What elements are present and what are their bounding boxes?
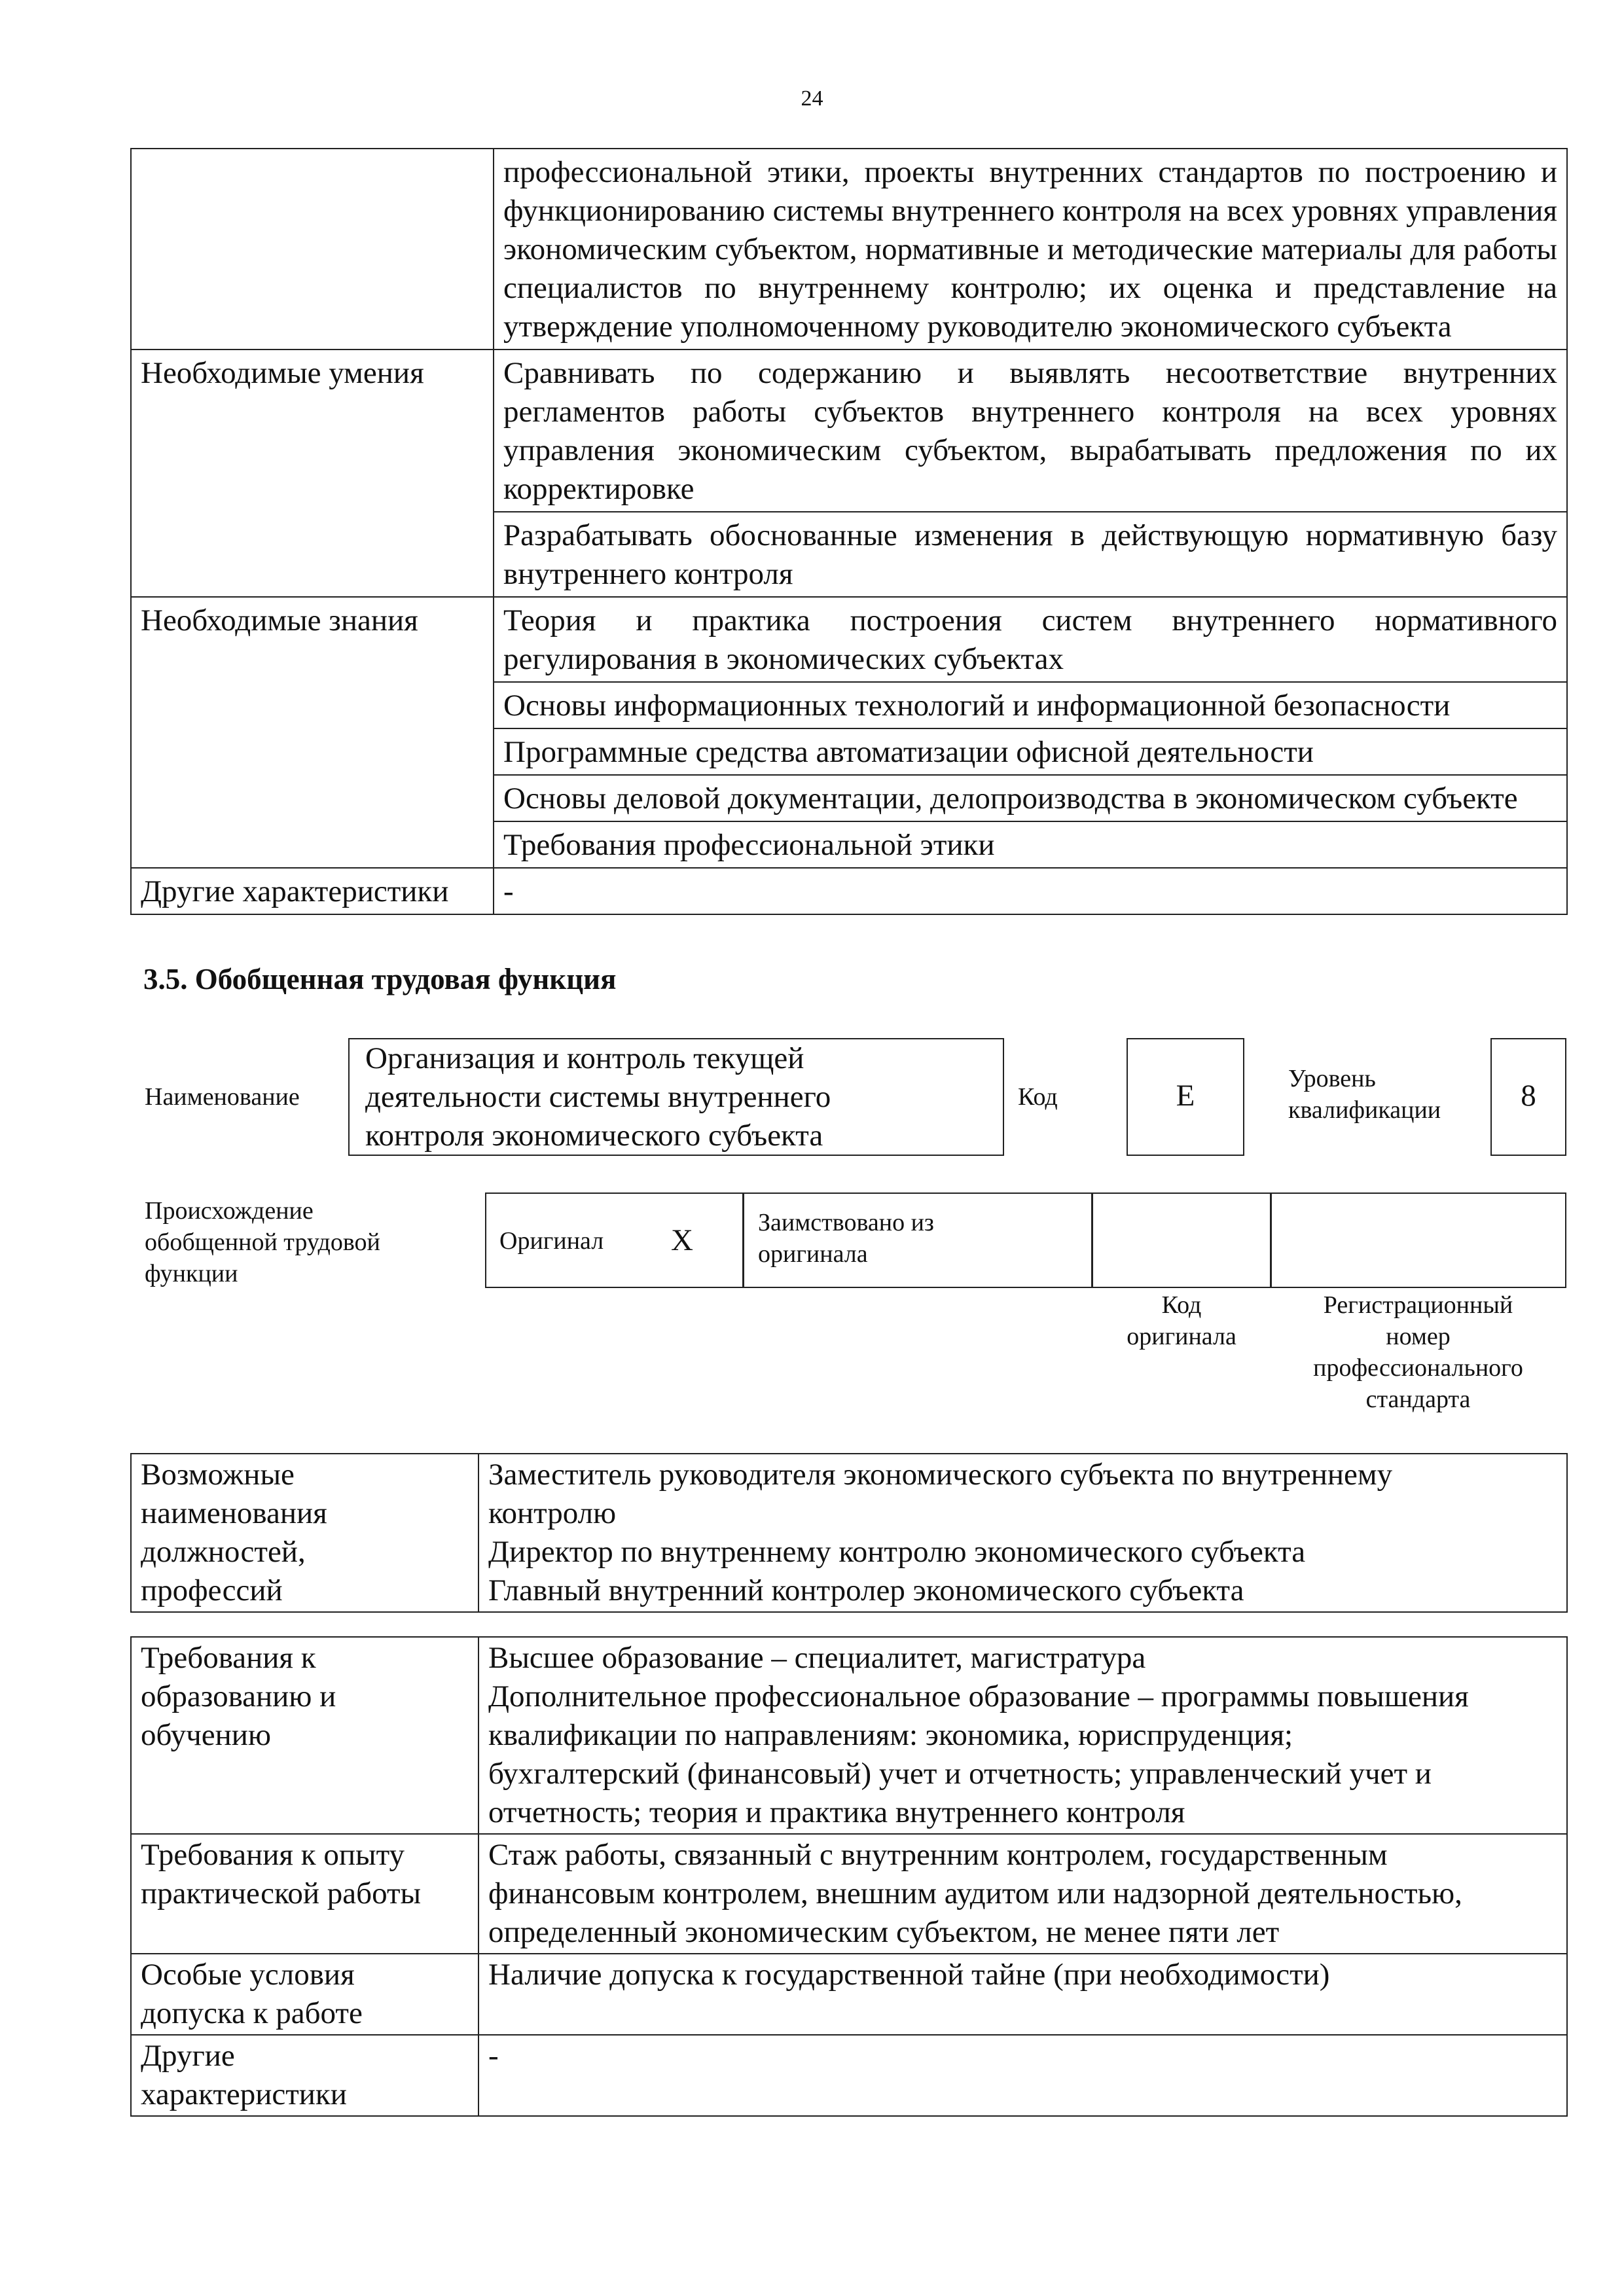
education-value	[478, 1637, 1567, 1834]
value-line: отчетность; теория и практика внутреннего контроля	[488, 1795, 1185, 1829]
caption-line: профессионального	[1313, 1354, 1523, 1382]
row-text: Разрабатывать обоснованные изменения в действующую нормативную базу внутреннего контроля	[494, 512, 1567, 597]
value-line: бухгалтерский (финансовый) учет и отчетность; управленческий учет и	[488, 1757, 1432, 1791]
row-label-other: Другие характеристики	[131, 868, 494, 914]
caption-line: Регистрационный	[1323, 1291, 1513, 1319]
label-line: обучению	[141, 1718, 272, 1752]
caption-line: оригинала	[1127, 1323, 1236, 1350]
value-line: Дополнительное профессиональное образование – программы повышения	[488, 1679, 1469, 1713]
original-cell	[485, 1193, 744, 1288]
row-label-knowledge: Необходимые знания	[131, 597, 494, 868]
section-heading: 3.5. Обобщенная трудовая функция	[143, 963, 617, 996]
caption-line: номер	[1386, 1323, 1451, 1350]
label-line: должностей,	[141, 1535, 306, 1569]
row-text: профессиональной этики, проекты внутренних стандартов по построению и функционированию системы внутреннего контроля на всех уровнях управления экономическим субъектом, нормативные и методические материалы для работы специалистов по внутреннему контролю; их оценка и представление на утверждение уполномоченному руководителю экономического субъекта	[494, 149, 1567, 350]
value-line: Высшее образование – специалитет, магистратура	[488, 1641, 1146, 1675]
positions-table	[130, 1453, 1568, 1613]
row-label-skills: Необходимые умения	[131, 350, 494, 597]
row-text: Основы деловой документации, делопроизводства в экономическом субъекте	[494, 775, 1567, 821]
level-label-line: Уровень	[1288, 1065, 1376, 1092]
origin-label-line: функции	[145, 1260, 238, 1287]
experience-label	[131, 1834, 478, 1954]
positions-label	[131, 1454, 478, 1612]
code-box	[1127, 1038, 1244, 1156]
function-name-line: контроля экономического субъекта	[365, 1119, 823, 1153]
function-name-line: Организация и контроль текущей	[365, 1041, 804, 1075]
table-row	[131, 2035, 1567, 2116]
table-row	[131, 149, 1567, 350]
borrowed-label-line: Заимствовано из	[758, 1209, 934, 1236]
label-line: образованию и	[141, 1679, 336, 1713]
registration-number-cell	[1270, 1193, 1566, 1288]
admission-value	[478, 1954, 1567, 2035]
label-line: наименования	[141, 1496, 327, 1530]
value-line: финансовым контролем, внешним аудитом или надзорной деятельностью,	[488, 1876, 1462, 1910]
original-label: Оригинал	[499, 1227, 604, 1255]
value-line: Наличие допуска к государственной тайне (при необходимости)	[488, 1958, 1330, 1992]
table-row	[131, 1954, 1567, 2035]
borrowed-label-line: оригинала	[758, 1240, 868, 1268]
table-row	[131, 1454, 1567, 1612]
value-line: Стаж работы, связанный с внутренним контролем, государственным	[488, 1838, 1388, 1872]
original-code-cell	[1091, 1193, 1272, 1288]
function-name-line: деятельности системы внутреннего	[365, 1080, 831, 1114]
experience-value	[478, 1834, 1567, 1954]
original-mark: X	[671, 1223, 693, 1257]
admission-label	[131, 1954, 478, 2035]
education-label	[131, 1637, 478, 1834]
value-line: -	[488, 2039, 499, 2073]
level-value: 8	[1521, 1079, 1536, 1113]
value-line: Главный внутренний контролер экономического субъекта	[488, 1573, 1244, 1607]
value-line: определенный экономическим субъектом, не менее пяти лет	[488, 1915, 1280, 1949]
other-value	[478, 2035, 1567, 2116]
page-number: 24	[801, 86, 823, 111]
label-line: характеристики	[141, 2077, 347, 2111]
label-line: допуска к работе	[141, 1996, 363, 2030]
label-line: Требования к опыту	[141, 1838, 405, 1872]
row-text: -	[494, 868, 1567, 914]
caption-line: стандарта	[1365, 1386, 1471, 1413]
origin-label	[145, 1195, 380, 1289]
origin-label-line: обобщенной трудовой	[145, 1229, 380, 1256]
table-row	[131, 868, 1567, 914]
value-line: контролю	[488, 1496, 617, 1530]
row-text: Требования профессиональной этики	[494, 821, 1567, 868]
level-label-line: квалификации	[1288, 1096, 1441, 1124]
other-label	[131, 2035, 478, 2116]
caption-line: Код	[1161, 1291, 1202, 1319]
label-line: Другие	[141, 2039, 235, 2073]
label-line: Требования к	[141, 1641, 316, 1675]
table-row	[131, 597, 1567, 682]
borrowed-label	[758, 1207, 934, 1270]
name-label: Наименование	[145, 1083, 300, 1111]
row-text: Теория и практика построения систем внутреннего нормативного регулирования в экономических субъектах	[494, 597, 1567, 682]
label-line: Возможные	[141, 1458, 295, 1492]
function-name-box	[348, 1038, 1004, 1156]
row-text: Основы информационных технологий и информационной безопасности	[494, 682, 1567, 728]
code-value: E	[1176, 1079, 1195, 1113]
level-box	[1490, 1038, 1566, 1156]
table-row	[131, 350, 1567, 512]
code-label: Код	[1018, 1083, 1058, 1111]
row-text: Сравнивать по содержанию и выявлять несоответствие внутренних регламентов работы субъектов внутреннего контроля на всех уровнях управления экономическим субъектом, вырабатывать предложения по их корректировке	[494, 350, 1567, 512]
borrowed-cell	[742, 1193, 1093, 1288]
label-line: практической работы	[141, 1876, 422, 1910]
origin-label-line: Происхождение	[145, 1197, 314, 1225]
value-line: Директор по внутреннему контролю экономического субъекта	[488, 1535, 1306, 1569]
skills-knowledge-table	[130, 148, 1568, 915]
row-label	[131, 149, 494, 350]
table-row	[131, 1834, 1567, 1954]
value-line: Заместитель руководителя экономического субъекта по внутреннему	[488, 1458, 1393, 1492]
positions-value	[478, 1454, 1567, 1612]
registration-number-caption	[1270, 1289, 1566, 1415]
value-line: квалификации по направлениям: экономика, юриспруденция;	[488, 1718, 1293, 1752]
level-label	[1288, 1063, 1441, 1126]
original-code-caption	[1091, 1289, 1272, 1352]
label-line: Особые условия	[141, 1958, 355, 1992]
requirements-table	[130, 1636, 1568, 2117]
row-text: Программные средства автоматизации офисной деятельности	[494, 728, 1567, 775]
table-row	[131, 1637, 1567, 1834]
label-line: профессий	[141, 1573, 283, 1607]
